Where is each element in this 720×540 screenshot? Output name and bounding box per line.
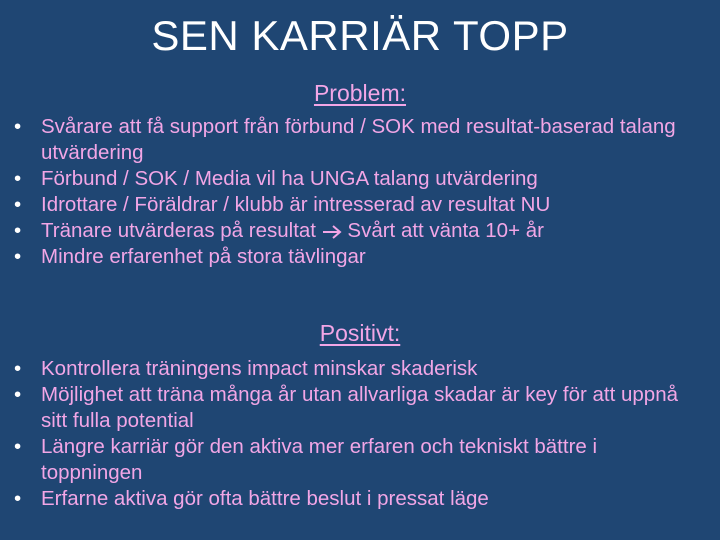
bullet-icon: •	[14, 193, 22, 216]
list-item-tail: Svårt att vänta 10+ år	[347, 219, 544, 242]
list-item	[14, 382, 704, 434]
list-item	[14, 192, 704, 218]
bullet-icon: •	[14, 435, 22, 458]
bullet-icon: •	[14, 487, 22, 510]
bullet-icon: •	[14, 357, 22, 380]
list-item-text: Kontrollera träningens impact minskar skaderisk	[41, 357, 478, 380]
list-item	[14, 356, 704, 382]
problem-heading: Problem:	[313, 80, 407, 106]
list-item-text: Möjlighet att träna många år utan allvarliga skadar är key för att uppnå sitt fulla potential	[41, 383, 678, 432]
bullet-icon: •	[14, 245, 22, 268]
list-item	[14, 486, 704, 512]
list-item	[14, 166, 704, 192]
problem-list	[14, 114, 704, 270]
bullet-icon: •	[14, 115, 22, 138]
positive-list	[14, 356, 704, 512]
positive-heading: Positivt:	[319, 320, 401, 346]
list-item-text: Tränare utvärderas på resultat	[41, 219, 316, 242]
list-item-text: Idrottare / Föräldrar / klubb är intresserad av resultat NU	[41, 193, 551, 216]
list-item-text: Mindre erfarenhet på stora tävlingar	[41, 245, 366, 268]
list-item-text: Svårare att få support från förbund / SOK med resultat-baserad talang utvärdering	[41, 115, 676, 164]
slide-title: SEN KARRIÄR TOPP	[151, 12, 569, 59]
list-item-text: Erfarne aktiva gör ofta bättre beslut i pressat läge	[41, 487, 489, 510]
list-item	[14, 218, 704, 244]
bullet-icon: •	[14, 167, 22, 190]
list-item-text: Förbund / SOK / Media vil ha UNGA talang utvärdering	[41, 167, 538, 190]
list-item	[14, 114, 704, 166]
list-item	[14, 434, 704, 486]
right-arrow-icon	[322, 219, 348, 242]
bullet-icon: •	[14, 219, 22, 242]
list-item	[14, 244, 704, 270]
bullet-icon: •	[14, 383, 22, 406]
list-item-text: Längre karriär gör den aktiva mer erfaren och tekniskt bättre i toppningen	[41, 435, 598, 484]
